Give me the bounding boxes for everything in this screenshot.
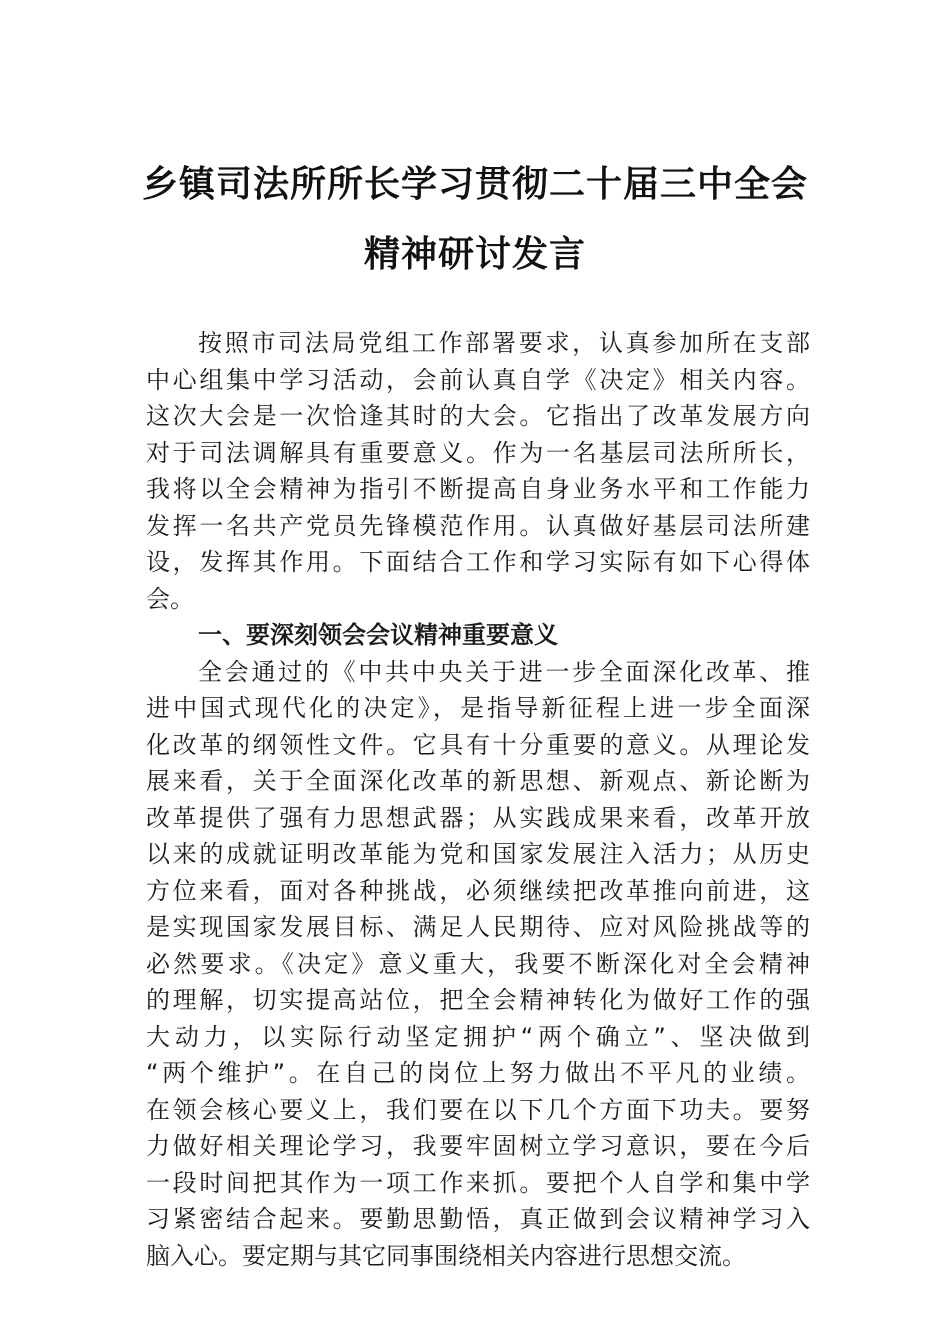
paragraph-2-line: 习紧密结合起来。要勤思勤悟，真正做到会议精神学习入 xyxy=(146,1205,810,1233)
paragraph-2-line: “两个维护”。在自己的岗位上努力做出不平凡的业绩。 xyxy=(146,1059,810,1087)
document-title-line-1: 乡镇司法所所长学习贯彻二十届三中全会 xyxy=(141,163,808,205)
paragraph-2-line: 的理解，切实提高站位，把全会精神转化为做好工作的强 xyxy=(146,986,810,1014)
paragraph-2-line: 一段时间把其作为一项工作来抓。要把个人自学和集中学 xyxy=(146,1168,810,1197)
paragraph-2-line: 是实现国家发展目标、满足人民期待、应对风险挑战等的 xyxy=(146,913,810,941)
paragraph-1-line: 会。 xyxy=(146,584,194,613)
paragraph-1-line: 设，发挥其作用。下面结合工作和学习实际有如下心得体 xyxy=(146,548,810,576)
paragraph-2-line: 进中国式现代化的决定》，是指导新征程上进一步全面深 xyxy=(146,694,810,722)
document-body xyxy=(146,325,810,1274)
paragraph-1-line: 我将以全会精神为指引不断提高自身业务水平和工作能力 xyxy=(146,475,810,503)
paragraph-2-line: 必然要求。《决定》意义重大，我要不断深化对全会精神 xyxy=(146,949,810,978)
paragraph-2-line: 以来的成就证明改革能为党和国家发展注入活力；从历史 xyxy=(146,840,810,868)
document-title-line-2: 精神研讨发言 xyxy=(363,233,586,275)
paragraph-1-line: 对于司法调解具有重要意义。作为一名基层司法所所长， xyxy=(146,438,810,467)
paragraph-1-line: 这次大会是一次恰逢其时的大会。它指出了改革发展方向 xyxy=(146,402,810,430)
paragraph-2-line: 全会通过的《中共中央关于进一步全面深化改革、推 xyxy=(198,657,810,686)
paragraph-1-line: 发挥一名共产党员先锋模范作用。认真做好基层司法所建 xyxy=(146,511,810,540)
paragraph-2-line: 化改革的纲领性文件。它具有十分重要的意义。从理论发 xyxy=(146,730,810,759)
paragraph-2-line: 脑入心。要定期与其它同事围绕相关内容进行思想交流。 xyxy=(146,1241,746,1270)
paragraph-2-line: 改革提供了强有力思想武器；从实践成果来看，改革开放 xyxy=(146,803,810,832)
paragraph-2-line: 力做好相关理论学习，我要牢固树立学习意识，要在今后 xyxy=(146,1132,810,1160)
paragraph-2-line: 在领会核心要义上，我们要在以下几个方面下功夫。要努 xyxy=(146,1095,810,1124)
paragraph-1-line: 按照市司法局党组工作部署要求，认真参加所在支部 xyxy=(198,329,810,357)
paragraph-2-line: 方位来看，面对各种挑战，必须继续把改革推向前进，这 xyxy=(146,876,810,905)
paragraph-2-line: 展来看，关于全面深化改革的新思想、新观点、新论断为 xyxy=(146,767,810,795)
paragraph-2-line: 大动力，以实际行动坚定拥护“两个确立”、坚决做到 xyxy=(146,1022,810,1051)
paragraph-1-line: 中心组集中学习活动，会前认真自学《决定》相关内容。 xyxy=(146,365,810,394)
section-heading-1: 一、要深刻领会会议精神重要意义 xyxy=(198,621,558,649)
